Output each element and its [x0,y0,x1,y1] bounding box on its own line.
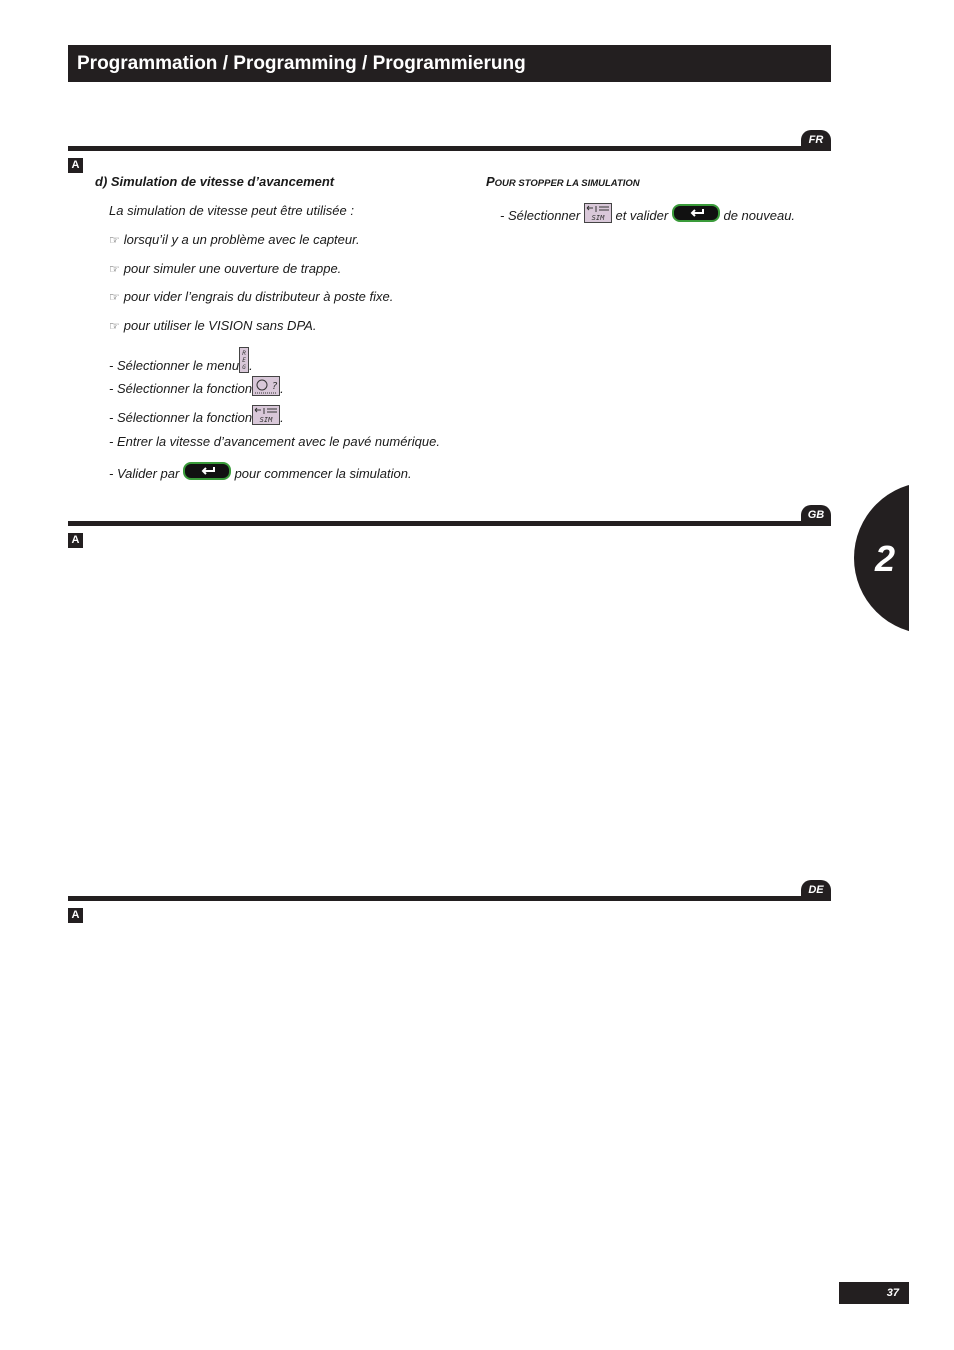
svg-text:?: ? [272,381,278,392]
fr-step-function-1: - Sélectionner la fonction ? . [109,376,284,400]
fr-step-function-2: - Sélectionner la fonction SIM . [109,405,284,429]
enter-key-icon [672,204,720,222]
enter-key-icon [183,462,231,480]
sim-icon [584,203,612,227]
fr-step-validate: - Valider par pour commencer la simulation. [109,462,412,482]
svg-text:R: R [242,350,246,357]
fr-stop-step: - Sélectionner SIM et valider de nouveau. [500,203,795,227]
hand-pointer-icon: ☞ [109,290,120,304]
section-label-de: A [68,908,83,923]
page-number: 37 [839,1282,909,1304]
page-title: Programmation / Programming / Programmierung [68,45,831,82]
hand-pointer-icon: ☞ [109,262,120,276]
menu-reg-icon [239,347,249,377]
lang-tab-gb: GB [801,505,831,524]
fr-bullet: ☞ pour simuler une ouverture de trappe. [109,261,342,276]
svg-text:E: E [242,357,246,364]
section-rule-gb [68,521,831,526]
fr-bullet: ☞ pour vider l’engrais du distributeur à poste fixe. [109,289,394,304]
section-rule-fr [68,146,831,151]
fr-stop-heading: POUR STOPPER LA SIMULATION [486,174,640,189]
lang-tab-fr: FR [801,130,831,149]
section-rule-de [68,896,831,901]
svg-text:SIM: SIM [259,416,273,424]
hand-pointer-icon: ☞ [109,233,120,247]
section-label-fr: A [68,158,83,173]
sim-icon [252,405,280,429]
lang-tab-de: DE [801,880,831,899]
fr-intro: La simulation de vitesse peut être utilisée : [109,203,354,218]
fr-step-menu: - Sélectionner le menu R E G . [109,347,253,377]
chapter-number: 2 [875,538,896,579]
svg-text:G: G [242,364,246,371]
chapter-tab-clip [909,470,954,650]
hand-pointer-icon: ☞ [109,319,120,333]
svg-text:SIM: SIM [591,214,605,222]
fr-step-enter-speed: - Entrer la vitesse d’avancement avec le pavé numérique. [109,434,440,449]
section-label-gb: A [68,533,83,548]
fr-bullet: ☞ lorsqu’il y a un problème avec le capteur. [109,232,360,247]
function-question-icon [252,376,280,400]
fr-bullet: ☞ pour utiliser le VISION sans DPA. [109,318,317,333]
fr-heading: d) Simulation de vitesse d’avancement [95,174,335,189]
